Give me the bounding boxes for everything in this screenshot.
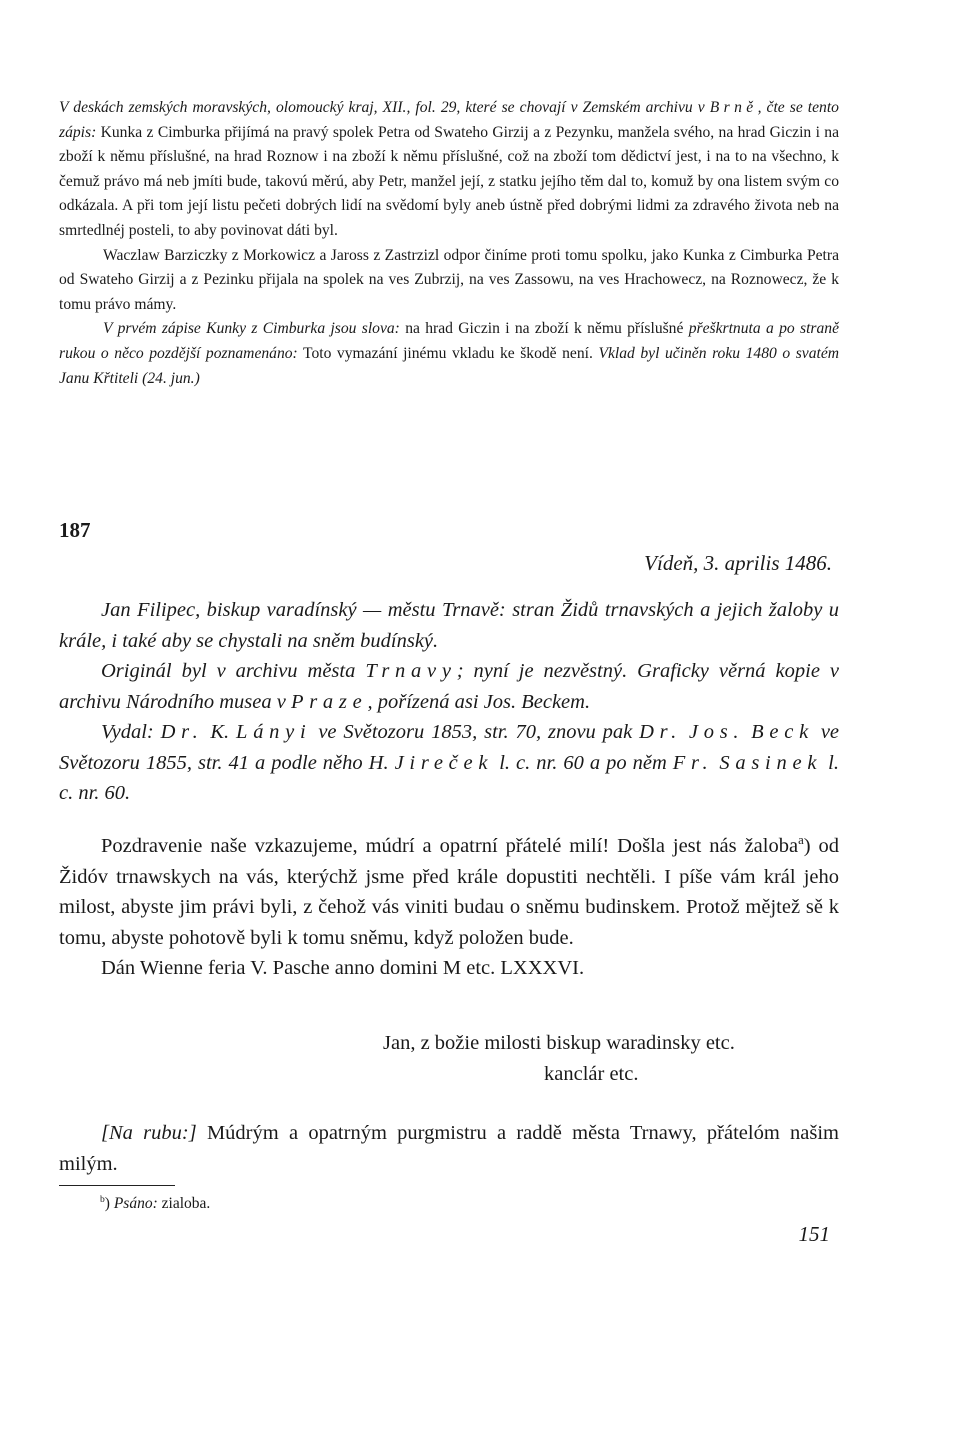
marginal-note-quote: Toto vymazání jinému vkladu ke škodě není. <box>297 344 599 362</box>
document-number: 187 <box>59 518 91 542</box>
previous-document-tail <box>59 96 839 391</box>
editorial-note-paragraph <box>59 317 839 391</box>
page-number: 151 <box>798 1222 830 1246</box>
footnote <box>100 1195 210 1213</box>
place-trnava: Trnavy <box>365 660 457 682</box>
edition-text-2: ve Světozoru 1853, str. 70, znovu pak <box>311 721 640 743</box>
editorial-note-intro: V prvém zápise Kunky z Cimburka jsou slova: <box>103 320 400 338</box>
title-fr: Fr. <box>672 751 714 774</box>
verso-paragraph <box>59 1118 839 1179</box>
letter-text-start: Pozdravenie naše vzkazujeme, múdrí a opatrní přátelé milí! Došla jest nás žaloba <box>101 835 799 857</box>
author-sasinek: Sasinek <box>719 751 823 774</box>
title-dr-2: Dr. <box>639 721 682 743</box>
document-date: Vídeň, 3. aprilis 1486. <box>644 551 832 575</box>
regest-edition-note <box>59 717 839 809</box>
author-lanyi: Lányi <box>236 721 312 743</box>
letter-text <box>59 831 839 984</box>
document-regest <box>59 595 839 809</box>
struck-text-quote: na hrad Giczin i na zboží k němu příslušné <box>399 320 689 338</box>
verso-text: Múdrým a opatrným purgmistru a raddě města Trnawy, přátelóm našim milým. <box>59 1122 839 1175</box>
footnote-divider <box>59 1185 175 1186</box>
objection-paragraph: Waczlaw Barziczky z Morkowicz a Jaross z Zastrzizl odpor činíme proti tomu spolku, jako Kunka z Cimburka Petra od Swateho Girzij a z Pezinku přijala na spolek na ves Zubrzij, na ves Zassowu, na ves Hrachowecz, na Roznowecz, že k tomu právo mámy. <box>59 246 839 313</box>
footnote-marker-paren: ) <box>104 1195 110 1212</box>
edition-text-4: l. c. nr. 60 a po něm <box>493 751 673 774</box>
author-beck: Beck <box>751 721 814 743</box>
edition-space <box>682 721 689 743</box>
regest-original-text-2: ; nyní je nezvěstný. Graficky věrná kopie v archivu Národního musea v <box>59 660 839 713</box>
verso-address <box>59 1118 839 1179</box>
footnote-marker: b <box>100 1193 105 1205</box>
editorial-note-date: Vklad byl učiněn roku 1480 o svatém Janu Křtiteli (24. jun.) <box>59 344 840 387</box>
record-entry-source-note: V deskách zemských moravských, olomoucký kraj, XII., fol. 29, které se chovají v Zemském archivu v <box>59 99 710 116</box>
regest-original-text: Originál byl v archivu města <box>101 660 366 682</box>
place-praha: Praze <box>290 690 368 713</box>
author-jos: Jos. <box>688 721 745 743</box>
record-entry-paragraph <box>59 96 839 244</box>
footnote-label: Psáno: <box>113 1195 158 1212</box>
footnote-mark: a <box>798 833 804 848</box>
regest-original-text-3: , pořízená asi Jos. Beckem. <box>367 690 591 713</box>
regest-original-note <box>59 656 839 717</box>
edition-text-5: l. c. nr. 60. <box>59 751 839 804</box>
letter-dating-clause: Dán Wienne feria V. Pasche anno domini M etc. LXXXVI. <box>101 957 585 979</box>
title-dr: Dr. <box>160 721 204 743</box>
record-entry-text: Kunka z Cimburka přijímá na pravý spolek Petra od Swateho Girzij a z Pezynku, manžela svého, na hrad Giczin i na zboží k němu příslušné, na hrad Roznow i na zboží k němu příslušné, což na zboží tom dědictví jest, i na to na všechno, k čemuž právo má neb jmíti bude, takovú měrú, aby Petr, manžel její, z statku jejího těm dal to, komuž by ona listem svým co odkázala. A při tom její listu pečeti dobrých lidí na svědomí byly aneb ústně před dobrými lidmi za zdravého života neb na smrtedlnéj posteli, to aby povinovat dáti byl. <box>59 123 839 239</box>
record-entry-source-note-end: , čte se tento zápis: <box>59 99 839 141</box>
verso-label: [Na rubu:] <box>101 1122 197 1144</box>
letter-text-rest: ) od Židóv trnawskych na vás, kterýchž jsme před krále dopustiti nechtěli. I píše vám král jeho milost, abyste jim právi byli, z čehož vás viniti budau o sněmu budinskem. Protož mějtež sě k tomu, abyste pohotově byli k tomu sněmu, když položen bude. <box>59 835 840 949</box>
footnote-text: zialoba. <box>157 1195 211 1212</box>
letter-main-paragraph <box>59 831 839 953</box>
regest-title: Jan Filipec, biskup varadínský — městu Trnavě: stran Židů trnavských a jejich žaloby u krále, i také aby se chystali na sněm budínský. <box>59 599 839 652</box>
signature-line-1: Jan, z božie milosti biskup waradinsky etc. <box>383 1032 735 1054</box>
place-brno: Brně <box>709 99 758 116</box>
editorial-note-middle: přeškrtnuta a po straně rukou o něco pozdější poznamenáno: <box>59 320 839 362</box>
author-jirecek: Jireček <box>394 751 494 774</box>
edition-text: K. <box>203 721 237 743</box>
edition-text-3: ve Světozoru 1855, str. 41 a podle něho H. <box>59 721 840 774</box>
edition-label: Vydal: <box>101 721 161 743</box>
signature-line-2: kanclár etc. <box>544 1063 639 1085</box>
